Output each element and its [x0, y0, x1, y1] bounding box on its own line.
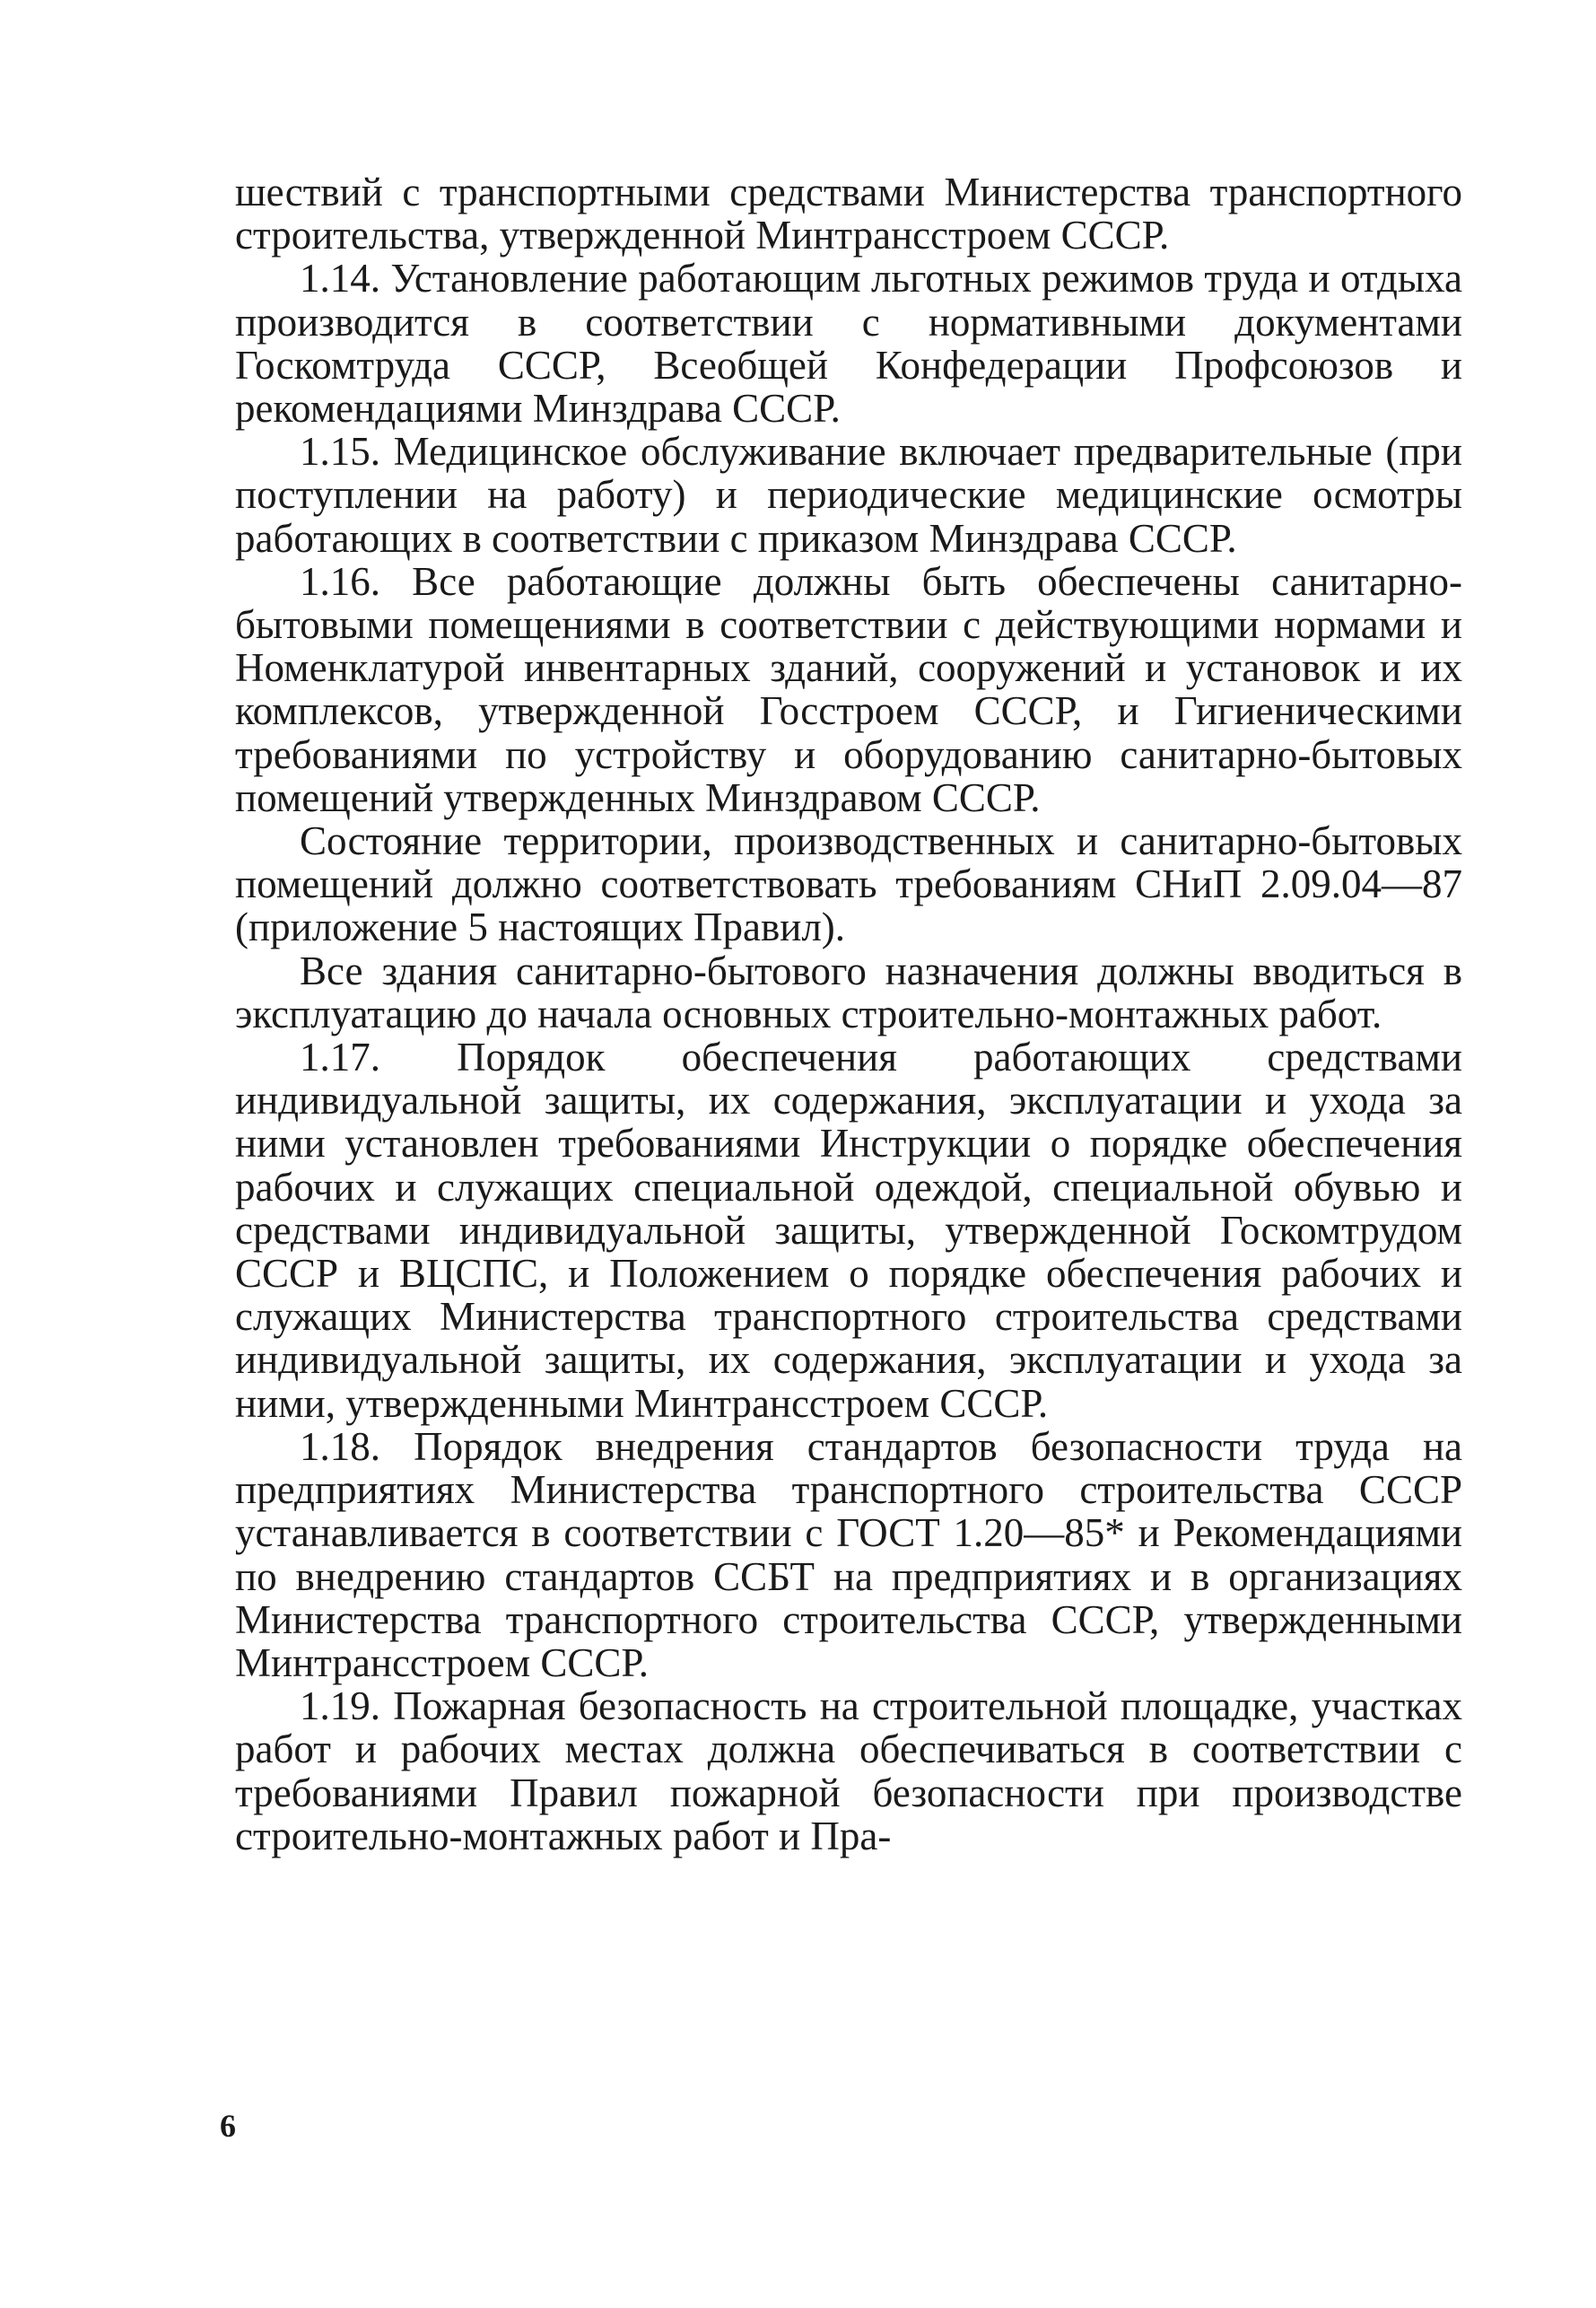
paragraph-1-14: 1.14. Установление работающим льготных режимов труда и отдыха производится в соответствии с нормативными документами Госкомтруда СССР, Всеобщей Конфедерации Профсоюзов и рекомендациями Минздрава СССР.: [235, 256, 1462, 432]
page-number: 6: [220, 2108, 236, 2144]
paragraph-continuation: шествий с транспортными средствами Министерства транспортного строительства, утвержденной Минтрансстроем СССР.: [235, 170, 1462, 258]
paragraph-territory-condition: Состояние территории, производственных и санитарно-бытовых помещений должно соответствовать требованиям СНиП 2.09.04—87 (приложение 5 настоящих Правил).: [235, 818, 1462, 950]
page-body: [235, 170, 1462, 1858]
paragraph-1-19: 1.19. Пожарная безопасность на строительной площадке, участках работ и рабочих местах должна обеспечиваться в соответствии с требованиями Правил пожарной безопасности при производстве строительно-монтажных работ и Пра-: [235, 1683, 1462, 1858]
paragraph-buildings-commissioning: Все здания санитарно-бытового назначения должны вводиться в эксплуатацию до начала основных строительно-монтажных работ.: [235, 948, 1462, 1036]
paragraph-1-18: 1.18. Порядок внедрения стандартов безопасности труда на предприятиях Министерства транспортного строительства СССР устанавливается в соответствии с ГОСТ 1.20—85* и Рекомендациями по внедрению стандартов ССБТ на предприятиях и в организациях Министерства транспортного строительства СССР, утвержденными Минтрансстроем СССР.: [235, 1423, 1462, 1685]
paragraph-1-17: 1.17. Порядок обеспечения работающих средствами индивидуальной защиты, их содержания, эксплуатации и ухода за ними установлен требованиями Инструкции о порядке обеспечения рабочих и служащих специальной одеждой, специальной обувью и средствами индивидуальной защиты, утвержденной Госкомтрудом СССР и ВЦСПС, и Положением о порядке обеспечения рабочих и служащих Министерства транспортного строительства средствами индивидуальной защиты, их содержания, эксплуатации и ухода за ними, утвержденными Минтрансстроем СССР.: [235, 1035, 1462, 1426]
paragraph-1-16: 1.16. Все работающие должны быть обеспечены санитарно-бытовыми помещениями в соответствии с действующими нормами и Номенклатурой инвентарных зданий, сооружений и установок и их комплексов, утвержденной Госстроем СССР, и Гигиеническими требованиями по устройству и оборудованию санитарно-бытовых помещений утвержденных Минздравом СССР.: [235, 558, 1462, 820]
paragraph-1-15: 1.15. Медицинское обслуживание включает предварительные (при поступлении на работу) и периодические медицинские осмотры работающих в соответствии с приказом Минздрава СССР.: [235, 429, 1462, 561]
